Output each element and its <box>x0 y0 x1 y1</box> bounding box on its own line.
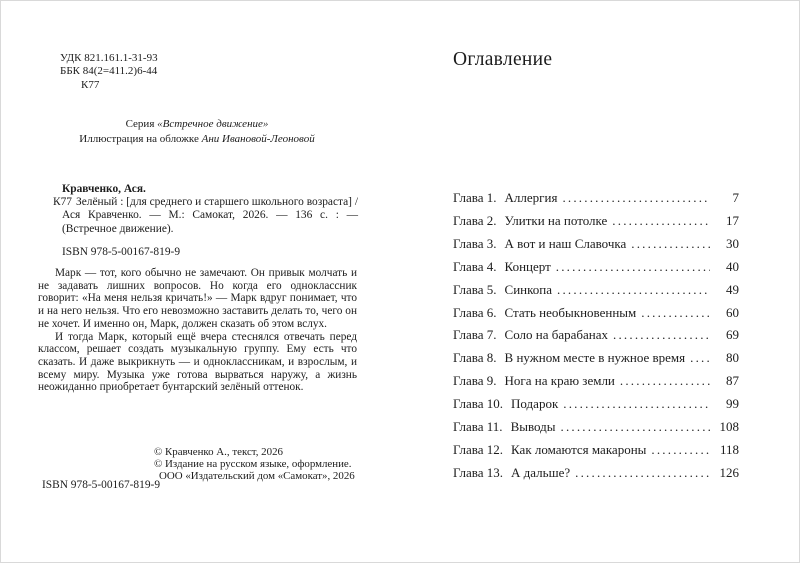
toc-entry <box>453 279 739 302</box>
toc-chapter-label: Глава 3. <box>453 235 497 251</box>
toc-chapter-title: Аллергия <box>504 190 558 205</box>
copyright-text-line: © Кравченко А., текст, 2026 <box>154 446 283 458</box>
copyright-block <box>154 446 355 482</box>
toc-chapter-label: Глава 5. <box>453 281 497 297</box>
series-line <box>38 117 356 132</box>
toc-chapter-label: Глава 10. <box>453 396 504 412</box>
isbn-bottom: ISBN 978-5-00167-819-9 <box>42 479 161 491</box>
toc-dot-leader <box>651 439 710 462</box>
toc-chapter-title: А дальше? <box>511 464 571 480</box>
toc-dot-leader <box>563 393 710 416</box>
toc-page-number: 60 <box>726 304 739 320</box>
toc-page-number: 108 <box>719 419 739 435</box>
toc-dot-leader <box>575 462 710 485</box>
toc-entry <box>453 210 739 233</box>
toc-chapter-title: Улитки на потолке <box>504 212 608 228</box>
copyright-publisher-line: ООО «Издательский дом «Самокат», 2026 <box>159 470 355 482</box>
catalog-author-sign: К77 <box>53 196 72 209</box>
bbk-line: ББК 84(2=411.2)6-44 <box>60 65 158 78</box>
toc-dot-leader <box>612 210 710 233</box>
catalog-card <box>53 183 358 259</box>
left-page <box>1 1 401 562</box>
toc-page-number: 69 <box>726 327 739 343</box>
toc-page-number: 87 <box>726 373 739 389</box>
author-sign: К77 <box>81 78 100 91</box>
toc-page-number: 30 <box>726 235 739 251</box>
toc-chapter-label: Глава 9. <box>453 373 497 389</box>
series-label: Серия <box>125 118 155 130</box>
toc-chapter-title: Как ломаются макароны <box>511 441 647 457</box>
toc-entry <box>453 187 739 210</box>
toc-page-number: 17 <box>726 212 739 228</box>
toc-chapter-label: Глава 8. <box>453 350 497 366</box>
udc-line: УДК 821.161.1-31-93 <box>60 52 158 64</box>
toc-chapter-title: Соло на барабанах <box>504 327 609 343</box>
cover-artist: Ани Ивановой-Леоновой <box>201 133 315 145</box>
toc-chapter-title: Выводы <box>510 419 556 435</box>
toc-dot-leader <box>690 347 710 370</box>
toc-dot-leader <box>631 233 710 256</box>
toc-entry <box>453 370 739 393</box>
annotation-paragraph-1: Марк — тот, кого обычно не замечают. Он привык молчать и не задавать лишних вопросов. Но когда его одноклассник говорит: «На меня нельзя кричать!» — Марк вдруг понимает, что и на него нельзя. Что его невозможно заставить делать то, чего он не хочет. И именно он, Марк, должен сказать об этом вслух. <box>38 267 357 330</box>
toc-chapter-label: Глава 12. <box>453 441 504 457</box>
toc-dot-leader <box>561 416 711 439</box>
toc-entry <box>453 462 739 485</box>
toc-list <box>453 187 739 485</box>
toc-dot-leader <box>620 370 710 393</box>
right-page <box>401 1 800 562</box>
toc-heading: Оглавление <box>453 49 553 70</box>
toc-entry <box>453 324 739 347</box>
toc-chapter-title: Синкопа <box>504 281 553 297</box>
toc-dot-leader <box>613 324 710 347</box>
toc-dot-leader <box>562 187 710 210</box>
series-block <box>38 117 356 147</box>
udc-bbk-block <box>60 52 158 92</box>
toc-dot-leader <box>557 279 710 302</box>
toc-chapter-label: Глава 11. <box>453 419 503 435</box>
toc-chapter-label: Глава 1. <box>453 190 497 205</box>
annotation <box>38 267 357 394</box>
toc-entry <box>453 233 739 256</box>
toc-dot-leader <box>641 302 710 325</box>
toc-chapter-title: Подарок <box>511 396 559 412</box>
annotation-paragraph-2: И тогда Марк, который ещё вчера стеснялся отвечать перед классом, решает создать музыкальную группу. Ему есть что сказать. И даже выкрикнуть — и одноклассникам, и взрослым, и всему миру. Музыка уже готова вырваться наружу, а жизнь неожиданно приобретает бунтарский зелёный оттенок. <box>38 330 357 394</box>
toc-page-number: 126 <box>719 464 739 480</box>
toc-chapter-title: В нужном месте в нужное время <box>504 350 686 366</box>
toc-chapter-label: Глава 6. <box>453 304 497 320</box>
catalog-author: Кравченко, Ася. <box>62 183 146 195</box>
toc-chapter-label: Глава 2. <box>453 212 497 228</box>
toc-chapter-title: Нога на краю земли <box>504 373 615 389</box>
toc-chapter-title: Стать необыкновенным <box>504 304 637 320</box>
toc-entry <box>453 347 739 370</box>
toc-dot-leader <box>556 256 710 279</box>
toc-entry <box>453 439 739 462</box>
catalog-description <box>53 196 358 236</box>
toc-page-number: 40 <box>726 258 739 274</box>
toc-page-number: 80 <box>726 350 739 366</box>
toc-chapter-title: Концерт <box>504 258 551 274</box>
toc-entry <box>453 256 739 279</box>
toc-entry <box>453 302 739 325</box>
toc-chapter-label: Глава 7. <box>453 327 497 343</box>
toc-page-number: 118 <box>719 441 739 457</box>
toc-entry <box>453 393 739 416</box>
toc-entry <box>453 416 739 439</box>
toc-page-number: 99 <box>726 396 739 412</box>
toc-chapter-label: Глава 4. <box>453 258 497 274</box>
toc-chapter-title: А вот и наш Славочка <box>504 235 627 251</box>
isbn-card: ISBN 978-5-00167-819-9 <box>62 245 181 258</box>
toc-page-number: 49 <box>726 281 739 297</box>
copyright-edition-line: © Издание на русском языке, оформление. <box>154 458 352 470</box>
catalog-description-text: Зелёный : [для среднего и старшего школьного возраста] / Ася Кравченко. — М.: Самокат, 2026. — 136 с. : — (Встречное движение). <box>62 196 358 235</box>
series-name: «Встречное движение» <box>157 118 269 130</box>
toc-chapter-label: Глава 13. <box>453 464 504 480</box>
cover-label: Иллюстрация на обложке <box>79 133 199 145</box>
toc-page-number: 7 <box>732 190 739 205</box>
cover-credit-line <box>38 132 356 147</box>
